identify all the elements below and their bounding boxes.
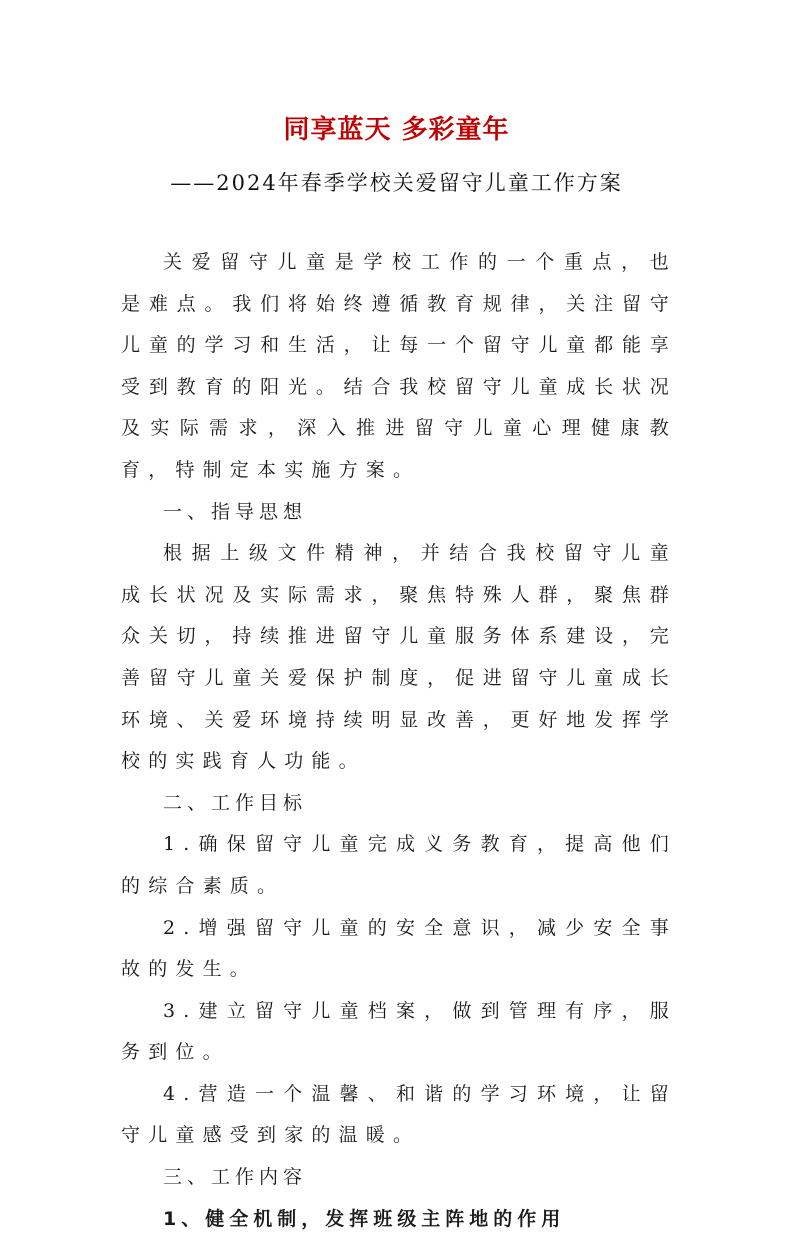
work-goal-item-4: 4.营造一个温馨、和谐的学习环境，让留守儿童感受到家的温暖。 [121,1082,677,1147]
section-heading-guiding-ideology: 一、指导思想 [163,500,308,523]
work-content-subheading-1: 1、健全机制，发挥班级主阵地的作用 [163,1207,566,1230]
document-body [121,242,677,1240]
work-goal-item-3: 3.建立留守儿童档案，做到管理有序，服务到位。 [121,999,677,1064]
section-heading-work-goals: 二、工作目标 [163,791,308,814]
document-title: 同享蓝天 多彩童年 [283,115,510,145]
work-goal-item-1: 1.确保留守儿童完成义务教育，提高他们的综合素质。 [121,833,677,897]
work-goal-item-2: 2.增强留守儿童的安全意识，减少安全事故的发生。 [121,916,677,981]
section-heading-work-content: 三、工作内容 [163,1166,308,1189]
guiding-ideology-paragraph: 根据上级文件精神，并结合我校留守儿童成长状况及实际需求，聚焦特殊人群，聚焦群众关切，持续推进留守儿童服务体系建设，完善留守儿童关爱保护制度，促进留守儿童成长环境、关爱环境持续明显改善，更好地发挥学校的实践育人功能。 [121,542,677,773]
document-subtitle: ——2024年春季学校关爱留守儿童工作方案 [170,171,623,195]
intro-paragraph: 关爱留守儿童是学校工作的一个重点，也是难点。我们将始终遵循教育规律，关注留守儿童的学习和生活，让每一个留守儿童都能享受到教育的阳光。结合我校留守儿童成长状况及实际需求，深入推进留守儿童心理健康教育，特制定本实施方案。 [121,251,677,481]
